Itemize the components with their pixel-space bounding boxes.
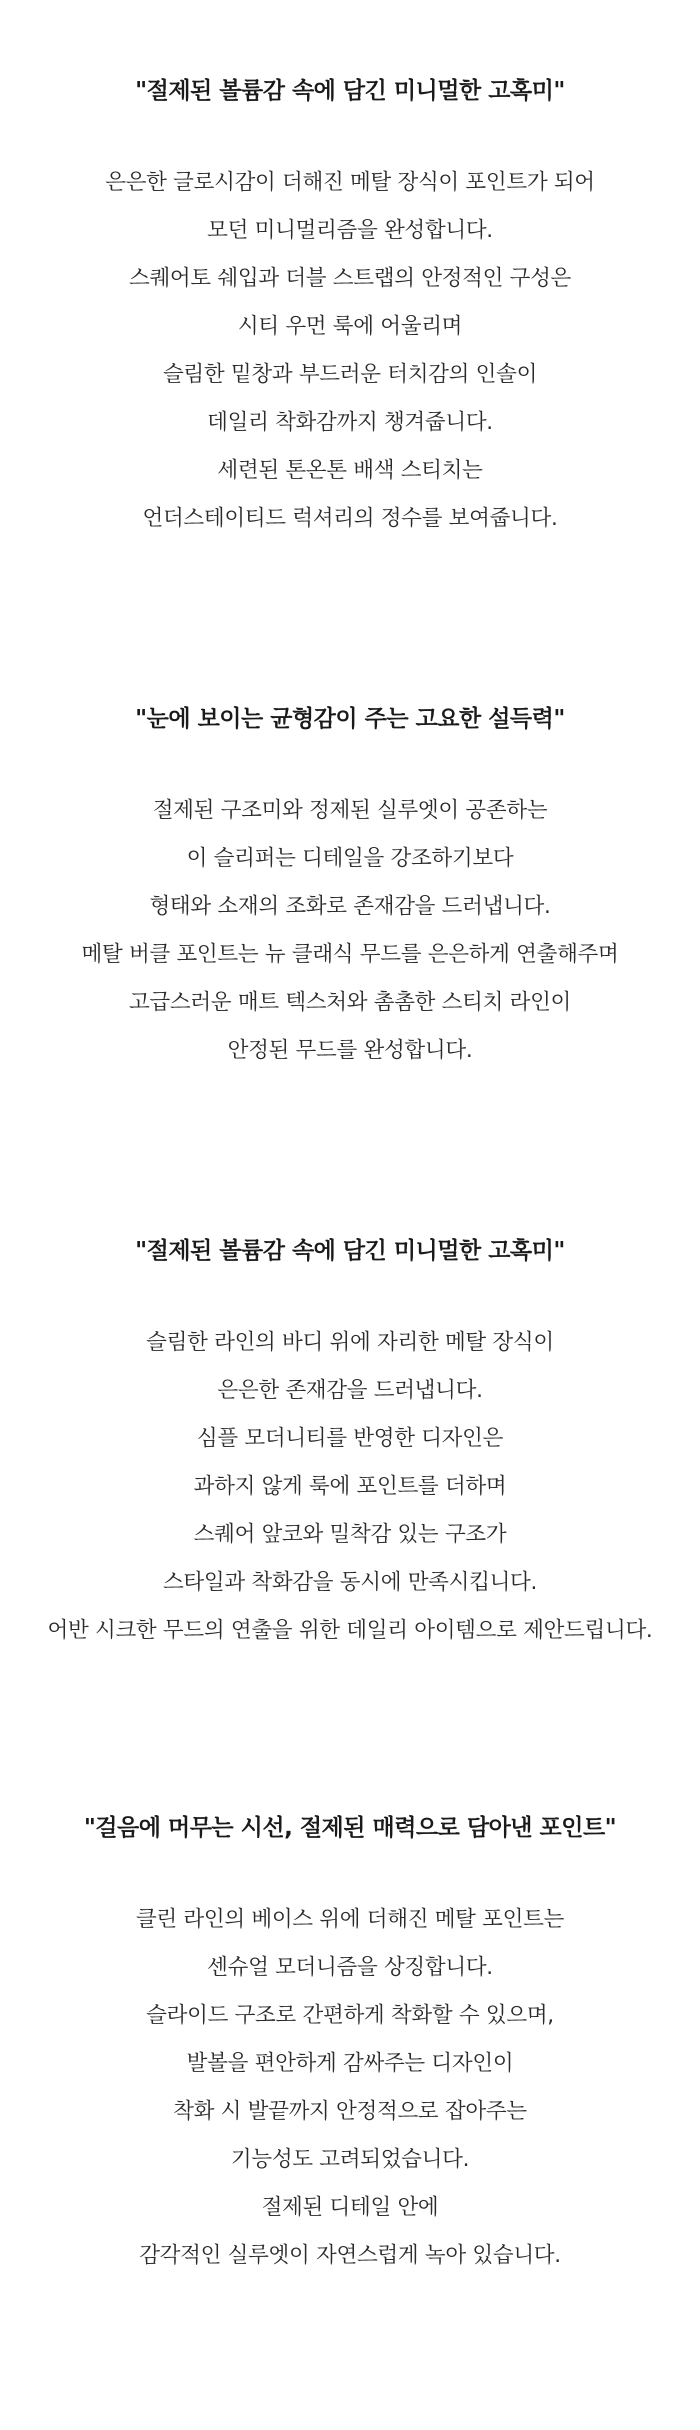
body-line: 데일리 착화감까지 챙겨줍니다. (207, 410, 493, 435)
body-line: 심플 모더니티를 반영한 디자인은 (196, 1426, 504, 1451)
body-line: 형태와 소재의 조화로 존재감을 드러냅니다. (149, 894, 551, 919)
body-line: 세련된 톤온톤 배색 스티치는 (217, 458, 483, 483)
description-section-1 (0, 75, 700, 543)
section-body (0, 787, 700, 1075)
body-line: 스타일과 착화감을 동시에 만족시킵니다. (162, 1570, 538, 1595)
body-line: 과하지 않게 룩에 포인트를 더하며 (193, 1474, 507, 1499)
section-heading: "걸음에 머무는 시선, 절제된 매력으로 담아낸 포인트" (83, 1815, 617, 1841)
body-line: 슬림한 라인의 바디 위에 자리한 메탈 장식이 (146, 1330, 554, 1355)
body-line: 안정된 무드를 완성합니다. (227, 1038, 473, 1063)
body-line: 시티 우먼 룩에 어울리며 (237, 314, 463, 339)
body-line: 착화 시 발끝까지 안정적으로 잡아주는 (173, 2099, 527, 2124)
section-heading: "절제된 볼륨감 속에 담긴 미니멀한 고혹미" (135, 78, 565, 104)
section-heading: "눈에 보이는 균형감이 주는 고요한 설득력" (135, 706, 565, 732)
body-line: 고급스러운 매트 텍스처와 촘촘한 스티치 라인이 (128, 990, 572, 1015)
body-line: 어반 시크한 무드의 연출을 위한 데일리 아이템으로 제안드립니다. (47, 1618, 653, 1643)
body-line: 기능성도 고려되었습니다. (230, 2147, 470, 2172)
description-section-4 (0, 1812, 700, 2280)
body-line: 슬라이드 구조로 간편하게 착화할 수 있으며, (146, 2003, 554, 2028)
body-line: 언더스테이티드 럭셔리의 정수를 보여줍니다. (142, 506, 558, 531)
body-line: 절제된 디테일 안에 (261, 2195, 439, 2220)
body-line: 은은한 존재감을 드러냅니다. (217, 1378, 483, 1403)
section-heading: "절제된 볼륨감 속에 담긴 미니멀한 고혹미" (135, 1238, 565, 1264)
section-body (0, 159, 700, 543)
section-body (0, 1319, 700, 1655)
section-body (0, 1896, 700, 2280)
body-line: 발볼을 편안하게 감싸주는 디자인이 (186, 2051, 514, 2076)
body-line: 슬림한 밑창과 부드러운 터치감의 인솔이 (162, 362, 538, 387)
body-line: 이 슬리퍼는 디테일을 강조하기보다 (186, 846, 514, 871)
body-line: 스퀘어 앞코와 밀착감 있는 구조가 (193, 1522, 507, 1547)
body-line: 은은한 글로시감이 더해진 메탈 장식이 포인트가 되어 (105, 170, 595, 195)
body-line: 스퀘어토 쉐입과 더블 스트랩의 안정적인 구성은 (128, 266, 572, 291)
description-section-2 (0, 703, 700, 1075)
body-line: 센슈얼 모더니즘을 상징합니다. (207, 1955, 493, 1980)
body-line: 절제된 구조미와 정제된 실루엣이 공존하는 (152, 798, 548, 823)
body-line: 감각적인 실루엣이 자연스럽게 녹아 있습니다. (139, 2243, 561, 2268)
body-line: 메탈 버클 포인트는 뉴 클래식 무드를 은은하게 연출해주며 (81, 942, 619, 967)
body-line: 모던 미니멀리즘을 완성합니다. (207, 218, 493, 243)
description-section-3 (0, 1235, 700, 1655)
body-line: 클린 라인의 베이스 위에 더해진 메탈 포인트는 (135, 1907, 565, 1932)
